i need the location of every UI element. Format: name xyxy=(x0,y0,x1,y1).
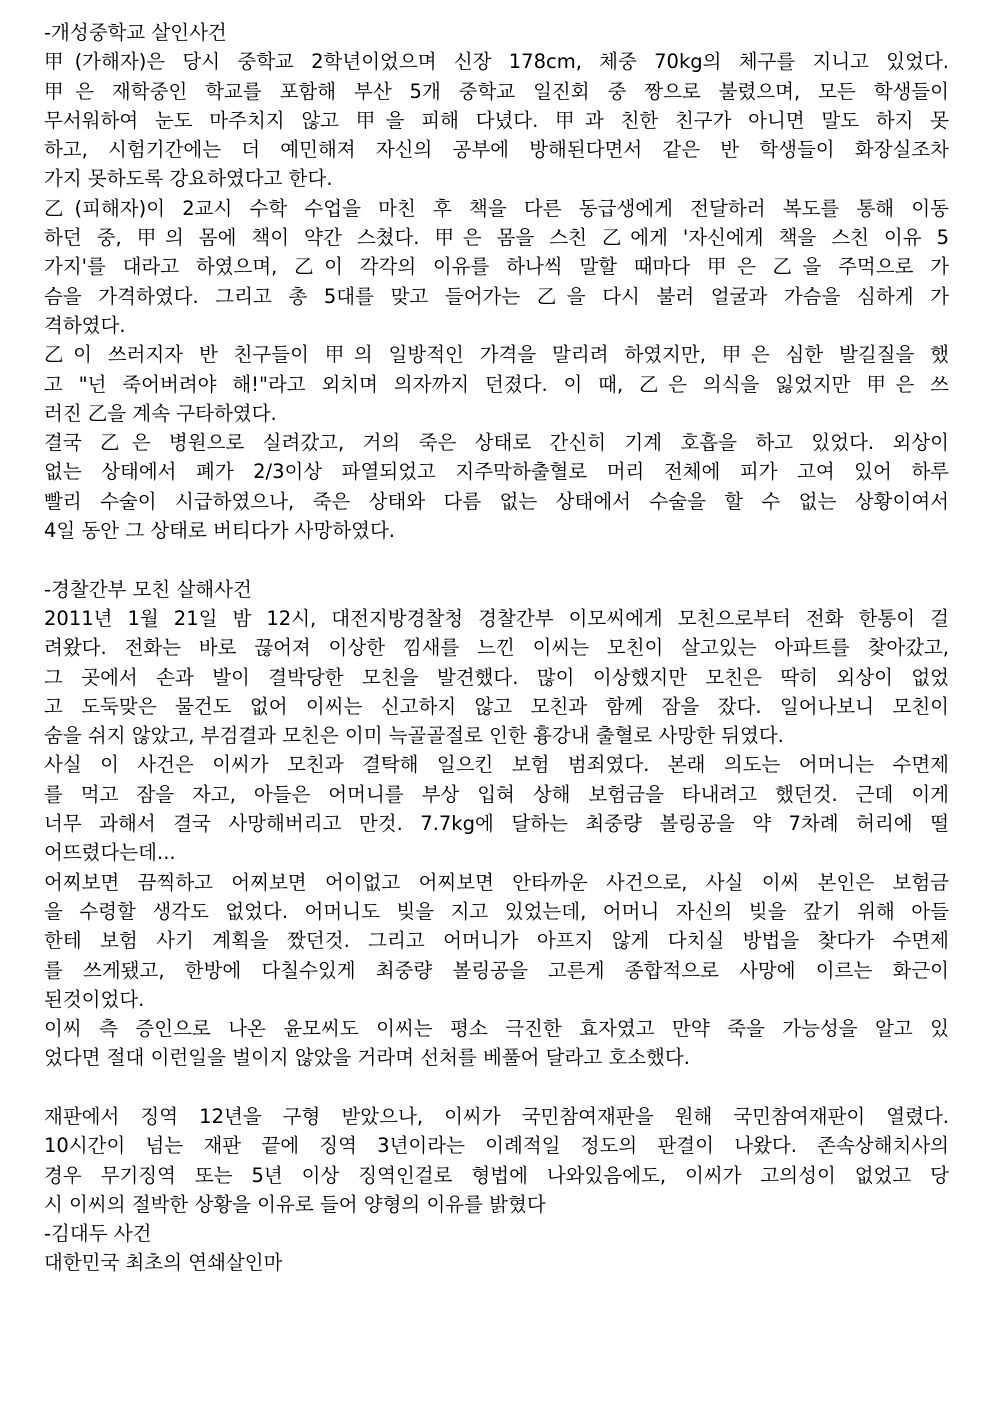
section-heading: -경찰간부 모친 살해사건 xyxy=(44,577,252,601)
paragraph-line: 2011년 1월 21일 밤 12시, 대전지방경찰청 경찰간부 이모씨에게 모친으로부터 전화 한통이 걸 xyxy=(44,606,949,630)
paragraph-line: 를 먹고 잠을 자고, 아들은 어머니를 부상 입혀 상해 보험금을 타내려고 했던것. 근데 이게 xyxy=(44,782,949,806)
paragraph-line: 고 "넌 죽어버려야 해!"라고 외치며 의자까지 던졌다. 이 때, 乙은 의식을 잃었지만 甲은 쓰 xyxy=(44,372,949,396)
paragraph-line: 甲(가해자)은 당시 중학교 2학년이었으며 신장 178cm, 체중 70kg의 체구를 지니고 있었다. xyxy=(44,50,949,74)
paragraph-line: 재판에서 징역 12년을 구형 받았으나, 이씨가 국민참여재판을 원해 국민참여재판이 열렸다. xyxy=(44,1104,949,1128)
section-kim-dae-du xyxy=(44,1219,949,1278)
paragraph-line: 빨리 수술이 시급하였으나, 죽은 상태와 다름 없는 상태에서 수술을 할 수 없는 상황이여서 xyxy=(44,489,949,513)
section-heading: -개성중학교 살인사건 xyxy=(44,21,227,44)
paragraph-line: 사실 이 사건은 이씨가 모친과 결탁해 일으킨 보험 범죄였다. 본래 의도는 어머니는 수면제 xyxy=(44,753,949,777)
paragraph-line: 그 곳에서 손과 발이 결박당한 모친을 발견했다. 많이 이상했지만 모친은 딱히 외상이 없었 xyxy=(44,665,949,689)
blank-line xyxy=(44,545,949,574)
paragraph-line: 시 이씨의 절박한 상황을 이유로 들어 양형의 이유를 밝혔다 xyxy=(44,1192,546,1216)
document-page xyxy=(44,18,949,1278)
blank-line xyxy=(44,1073,949,1102)
paragraph-line: 고 도둑맞은 물건도 없어 이씨는 신고하지 않고 모친과 함께 잠을 잤다. 일어나보니 모친이 xyxy=(44,694,949,718)
paragraph-line: 너무 과해서 결국 사망해버리고 만것. 7.7kg에 달하는 최중량 볼링공을 약 7차례 허리에 떨 xyxy=(44,812,949,836)
paragraph-line: 어뜨렸다는데... xyxy=(44,841,176,865)
paragraph-line: 숨을 쉬지 않았고, 부검결과 모친은 이미 늑골골절로 인한 흉강내 출혈로 사망한 뒤였다. xyxy=(44,724,784,748)
section-trial-outcome xyxy=(44,1102,949,1219)
paragraph-line: 된것이었다. xyxy=(44,987,145,1011)
paragraph-line: 4일 동안 그 상태로 버티다가 사망하였다. xyxy=(44,519,395,543)
paragraph-line: 가지'를 대라고 하였으며, 乙이 각각의 이유를 하나씩 말할 때마다 甲은 乙을 주먹으로 가 xyxy=(44,255,949,279)
section-heading: -김대두 사건 xyxy=(44,1222,152,1246)
paragraph-line: 甲은 재학중인 학교를 포함해 부산 5개 중학교 일진회 중 짱으로 불렸으며, 모든 학생들이 xyxy=(44,79,949,103)
paragraph-line: 슴을 가격하였다. 그리고 총 5대를 맞고 들어가는 乙을 다시 불러 얼굴과 가슴을 심하게 가 xyxy=(44,284,949,308)
paragraph-line: 하고, 시험기간에는 더 예민해져 자신의 공부에 방해된다면서 같은 반 학생들이 화장실조차 xyxy=(44,138,949,162)
paragraph-line: 러진 乙을 계속 구타하였다. xyxy=(44,401,277,425)
paragraph-line: 대한민국 최초의 연쇄살인마 xyxy=(44,1251,283,1275)
paragraph-line: 를 쓰게됐고, 한방에 다칠수있게 최중량 볼링공을 고른게 종합적으로 사망에 이르는 화근이 xyxy=(44,958,949,982)
paragraph-line: 乙이 쓰러지자 반 친구들이 甲의 일방적인 가격을 말리려 하였지만, 甲은 심한 발길질을 했 xyxy=(44,343,949,367)
paragraph-line: 어찌보면 끔찍하고 어찌보면 어이없고 어찌보면 안타까운 사건으로, 사실 이씨 본인은 보험금 xyxy=(44,870,949,894)
paragraph-line: 乙(피해자)이 2교시 수학 수업을 마친 후 책을 다른 동급생에게 전달하러 복도를 통해 이동 xyxy=(44,196,949,220)
paragraph-line: 하던 중, 甲의 몸에 책이 약간 스쳤다. 甲은 몸을 스친 乙에게 '자신에게 책을 스친 이유 5 xyxy=(44,226,949,250)
paragraph-line: 결국 乙은 병원으로 실려갔고, 거의 죽은 상태로 간신히 기계 호흡을 하고 있었다. 외상이 xyxy=(44,431,949,455)
paragraph-line: 무서워하여 눈도 마주치지 않고 甲을 피해 다녔다. 甲과 친한 친구가 아니면 말도 하지 못 xyxy=(44,108,949,132)
paragraph-line: 가지 못하도록 강요하였다고 한다. xyxy=(44,167,333,191)
paragraph-line: 었다면 절대 이런일을 벌이지 않았을 거라며 선처를 베풀어 달라고 호소했다. xyxy=(44,1046,690,1070)
paragraph-line: 려왔다. 전화는 바로 끊어져 이상한 낌새를 느낀 이씨는 모친이 살고있는 아파트를 찾아갔고, xyxy=(44,636,949,660)
paragraph-line: 없는 상태에서 폐가 2/3이상 파열되었고 지주막하출혈로 머리 전체에 피가 고여 있어 하루 xyxy=(44,460,949,484)
section-police-officer-mother xyxy=(44,575,949,1073)
paragraph-line: 을 수령할 생각도 없었다. 어머니도 빚을 지고 있었는데, 어머니 자신의 빚을 갚기 위해 아들 xyxy=(44,899,949,923)
paragraph-line: 격하였다. xyxy=(44,313,126,337)
paragraph-line: 10시간이 넘는 재판 끝에 징역 3년이라는 이례적일 정도의 판결이 나왔다. 존속상해치사의 xyxy=(44,1134,949,1158)
section-gaeseong-middle-school xyxy=(44,18,949,545)
paragraph-line: 한테 보험 사기 계획을 짰던것. 그리고 어머니가 아프지 않게 다치실 방법을 찾다가 수면제 xyxy=(44,929,949,953)
paragraph-line: 이씨 측 증인으로 나온 윤모씨도 이씨는 평소 극진한 효자였고 만약 죽을 가능성을 알고 있 xyxy=(44,1017,949,1041)
paragraph-line: 경우 무기징역 또는 5년 이상 징역인걸로 형법에 나와있음에도, 이씨가 고의성이 없었고 당 xyxy=(44,1163,949,1187)
